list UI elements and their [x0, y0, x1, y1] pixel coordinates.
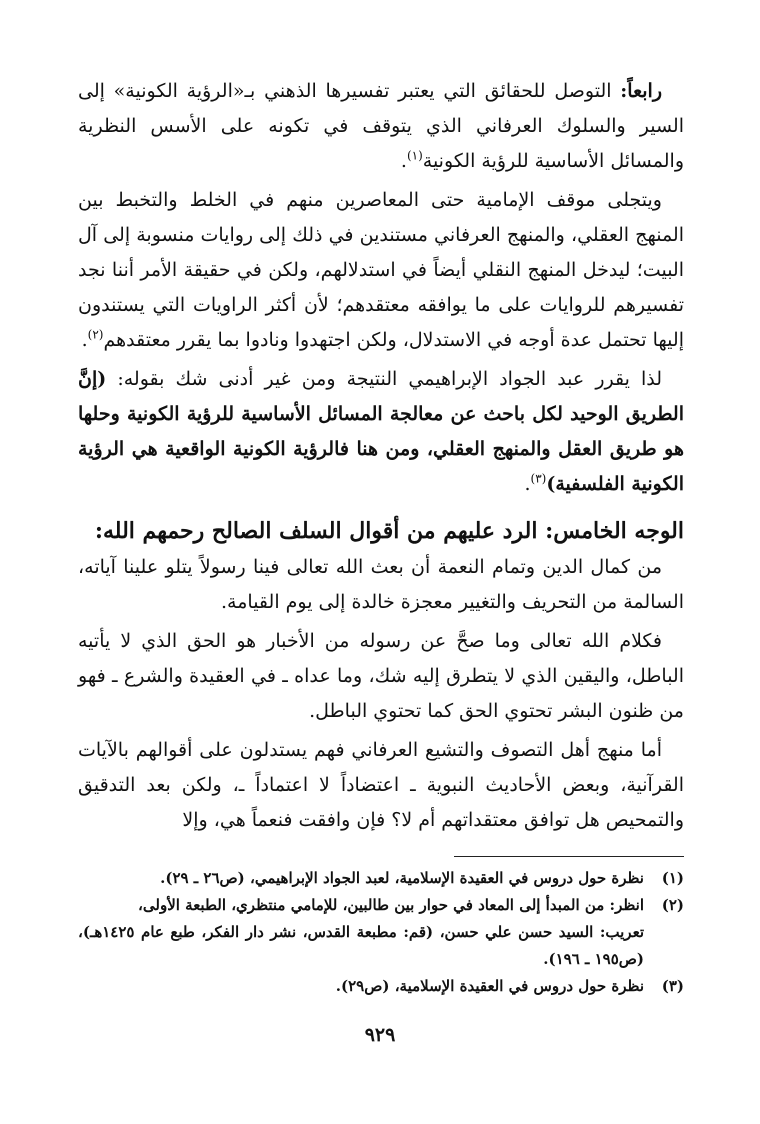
paragraph-end: . [524, 473, 531, 495]
footnote-ref-1: (١) [406, 148, 423, 163]
paragraph-lead: رابعاً: [620, 80, 662, 102]
paragraph-perfection: من كمال الدين وتمام النعمة أن بعث الله تعالى فينا رسولاً يتلو علينا آياته، السالمة من التحريف والتغيير معجزة خالدة إلى يوم القيامة. [78, 556, 684, 613]
footnote-divider [454, 856, 684, 857]
footnote-1 [78, 865, 684, 892]
footnote-text: نظرة حول دروس في العقيدة الإسلامية، (ص٢٩). [335, 977, 644, 995]
footnote-ref-3: (٣) [530, 471, 547, 486]
footnote-number: (١) [661, 869, 684, 887]
footnote-3 [78, 973, 684, 1000]
paragraph-end: . [400, 150, 407, 172]
footnote-text: انظر: من المبدأ إلى المعاد في حوار بين طالبين، للإمامي منتظري، الطبعة الأولى، [138, 896, 644, 914]
paragraph-text: التوصل للحقائق التي يعتبر تفسيرها الذهني بـ«الرؤية الكونية» إلى السير والسلوك العرفاني الذي يتوقف في تكونه على الأسس النظرية والمسائل الأساسية للرؤية الكونية [78, 80, 684, 172]
footnote-number: (٢) [661, 896, 684, 914]
page-number: ٩٢٩ [364, 1024, 396, 1046]
footnote-text: نظرة حول دروس في العقيدة الإسلامية، لعبد الجواد الإبراهيمي، (ص٢٦ ـ ٢٩). [160, 869, 644, 887]
paragraph-sufi-method: أما منهج أهل التصوف والتشيع العرفاني فهم يستدلون على أقوالهم بالآيات القرآنية، وبعض الأحاديث النبوية ـ اعتضاداً لا اعتماداً ـ، ولكن بعد التدقيق والتمحيص هل توافق معتقداتهم أم لا؟ فإن وافقت فنعماً هي، وإلا [78, 739, 684, 831]
footnote-2 [78, 892, 684, 919]
paragraph-word-of-god: فكلام الله تعالى وما صحَّ عن رسوله من الأخبار هو الحق الذي لا يأتيه الباطل، واليقين الذي لا يتطرق إليه شك، وما عداه ـ في العقيدة والشرع ـ فهو من ظنون البشر تحتوي الحق كما تحتوي الباطل. [78, 630, 684, 722]
paragraph-text: لذا يقرر عبد الجواد الإبراهيمي النتيجة ومن غير أدنى شك بقوله: [106, 368, 662, 390]
paragraph-ibrahimi-quote [78, 362, 684, 502]
quoted-text: (إنَّ الطريق الوحيد لكل باحث عن معالجة المسائل الأساسية للرؤية الكونية وحلها هو طريق العقل والمنهج العقلي، ومن هنا فالرؤية الكونية الواقعية هي الرؤية الكونية الفلسفية) [78, 368, 684, 495]
footnote-2-continuation: تعريب: السيد حسن علي حسن، (قم: مطبعة القدس، نشر دار الفكر، طبع عام ١٤٢٥هـ)، (ص١٩٥ ـ ١٩٦). [78, 923, 644, 968]
paragraph-end: . [81, 329, 88, 351]
section-heading: الوجه الخامس: الرد عليهم من أقوال السلف الصالح رحمهم الله: [94, 518, 684, 544]
paragraph-imamiya-position [78, 183, 684, 358]
paragraph-text: ويتجلى موقف الإمامية حتى المعاصرين منهم في الخلط والتخبط بين المنهج العقلي، والمنهج العرفاني مستندين في ذلك إلى روايات منسوبة إلى آل البيت؛ ليدخل المنهج النقلي أيضاً في استدلالهم، ولكن في حقيقة الأمر أننا نجد تفسيرهم للروايات على ما يوافقه معتقدهم؛ لأن أكثر الراويات التي يستندون إليها تحتمل عدة أوجه في الاستدلال، ولكن اجتهدوا ونادوا بما يقرر معتقدهم [78, 189, 684, 351]
paragraph-fourth [78, 74, 684, 179]
footnote-number: (٣) [661, 977, 684, 995]
footnote-ref-2: (٢) [87, 327, 104, 342]
